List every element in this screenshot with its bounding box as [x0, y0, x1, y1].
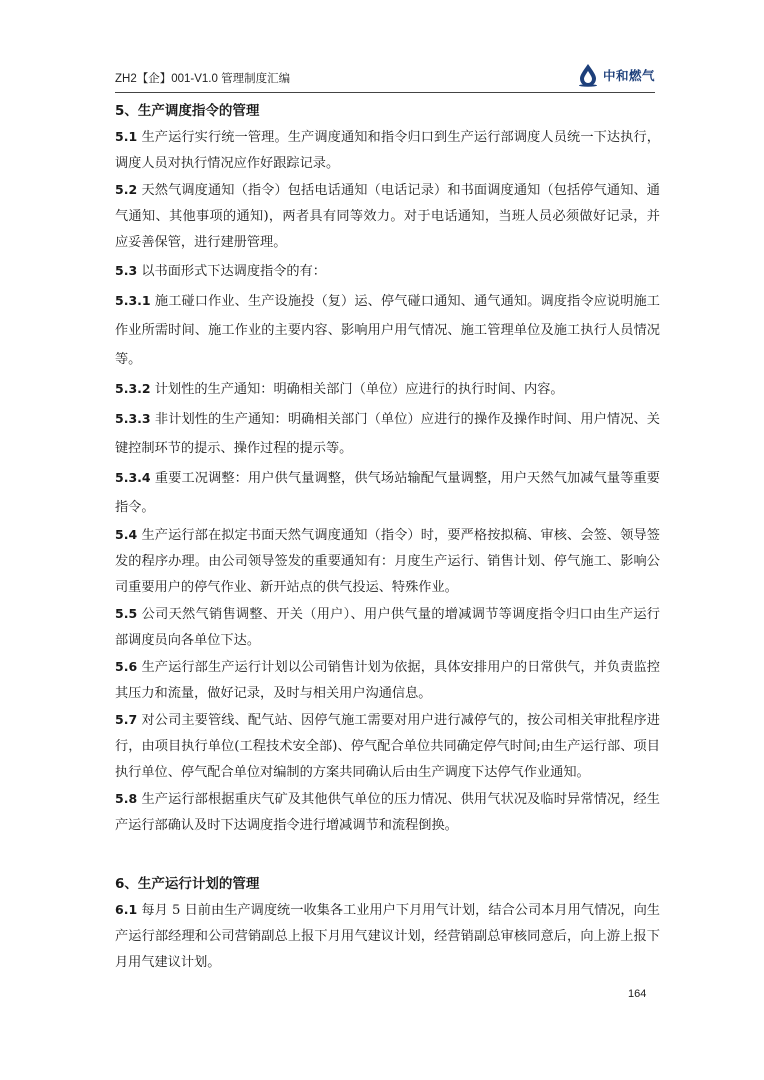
- clause-text: 生产运行部根据重庆气矿及其他供气单位的压力情况、供用气状况及临时异常情况，经生产运行部确认及时下达调度指令进行增减调节和流程倒换。: [115, 792, 660, 833]
- paragraph-5-2: [115, 177, 660, 256]
- clause-text: 公司天然气销售调整、开关（用户）、用户供气量的增减调节等调度指令归口由生产运行部调度员向各单位下达。: [115, 607, 660, 648]
- paragraph-5-3-2: [115, 374, 660, 404]
- clause-number: 5.5: [115, 606, 138, 621]
- clause-text: 以书面形式下达调度指令的有：: [141, 264, 326, 279]
- flame-drop-icon: [577, 63, 599, 87]
- clause-text: 每月 5 日前由生产调度统一收集各工业用户下月用气计划，结合公司本月用气情况，向生产运行部经理和公司营销副总上报下月用气建议计划，经营销副总审核同意后，向上游上报下月用气建议计划。: [115, 903, 660, 970]
- logo-text: 中和燃气: [602, 68, 655, 83]
- section-heading-5: 5、生产调度指令的管理: [115, 103, 260, 119]
- document-code: ZH2【企】001-V1.0 管理制度汇编: [115, 73, 291, 85]
- section-spacer: [115, 839, 660, 871]
- clause-number: 5.4: [115, 527, 138, 542]
- clause-number: 5.3.3: [115, 411, 151, 426]
- clause-number: 5.8: [115, 791, 138, 806]
- paragraph-5-8: [115, 786, 660, 839]
- clause-text: 生产运行实行统一管理。生产调度通知和指令归口到生产运行部调度人员统一下达执行，调度人员对执行情况应作好跟踪记录。: [115, 130, 660, 171]
- paragraph-5-3: [115, 256, 660, 286]
- paragraph-5-1: [115, 124, 660, 177]
- clause-text: 天然气调度通知（指令）包括电话通知（电话记录）和书面调度通知（包括停气通知、通气通知、其他事项的通知)，两者具有同等效力。对于电话通知，当班人员必须做好记录，并应妥善保管，进行建册管理。: [115, 183, 660, 250]
- clause-number: 5.7: [115, 712, 138, 727]
- page-header: [115, 56, 655, 93]
- paragraph-5-4: [115, 522, 660, 601]
- paragraph-5-6: [115, 654, 660, 707]
- clause-text: 非计划性的生产通知：明确相关部门（单位）应进行的操作及操作时间、用户情况、关键控制环节的提示、操作过程的提示等。: [115, 412, 660, 456]
- company-logo: [577, 62, 655, 88]
- clause-number: 5.3: [115, 263, 138, 278]
- document-body: [115, 98, 660, 976]
- clause-text: 生产运行部在拟定书面天然气调度通知（指令）时，要严格按拟稿、审核、会签、领导签发的程序办理。由公司领导签发的重要通知有：月度生产运行、销售计划、停气施工、影响公司重要用户的停气作业、新开站点的供气投运、特殊作业。: [115, 528, 660, 595]
- paragraph-5-3-4: [115, 463, 660, 522]
- clause-number: 5.1: [115, 129, 138, 144]
- clause-number: 5.2: [115, 182, 138, 197]
- clause-text: 重要工况调整：用户供气量调整，供气场站输配气量调整，用户天然气加减气量等重要指令。: [115, 471, 660, 515]
- paragraph-5-3-1: [115, 286, 660, 374]
- clause-number: 5.3.4: [115, 470, 151, 485]
- section-heading-6: 6、生产运行计划的管理: [115, 876, 260, 892]
- clause-text: 计划性的生产通知：明确相关部门（单位）应进行的执行时间、内容。: [154, 382, 564, 397]
- clause-number: 5.6: [115, 659, 138, 674]
- paragraph-6-1: [115, 897, 660, 976]
- paragraph-5-3-3: [115, 404, 660, 463]
- clause-text: 生产运行部生产运行计划以公司销售计划为依据，具体安排用户的日常供气，并负责监控其压力和流量，做好记录，及时与相关用户沟通信息。: [115, 660, 660, 701]
- clause-text: 施工碰口作业、生产设施投（复）运、停气碰口通知、通气通知。调度指令应说明施工作业所需时间、施工作业的主要内容、影响用户用气情况、施工管理单位及施工执行人员情况等。: [115, 294, 660, 367]
- clause-number: 5.3.1: [115, 293, 151, 308]
- clause-number: 5.3.2: [115, 381, 151, 396]
- paragraph-5-7: [115, 707, 660, 786]
- clause-number: 6.1: [115, 902, 138, 917]
- clause-text: 对公司主要管线、配气站、因停气施工需要对用户进行减停气的，按公司相关审批程序进行，由项目执行单位(工程技术安全部)、停气配合单位共同确定停气时间;由生产运行部、项目执行单位、停气配合单位对编制的方案共同确认后由生产调度下达停气作业通知。: [115, 713, 660, 780]
- page-number: 164: [628, 988, 647, 1000]
- paragraph-5-5: [115, 601, 660, 654]
